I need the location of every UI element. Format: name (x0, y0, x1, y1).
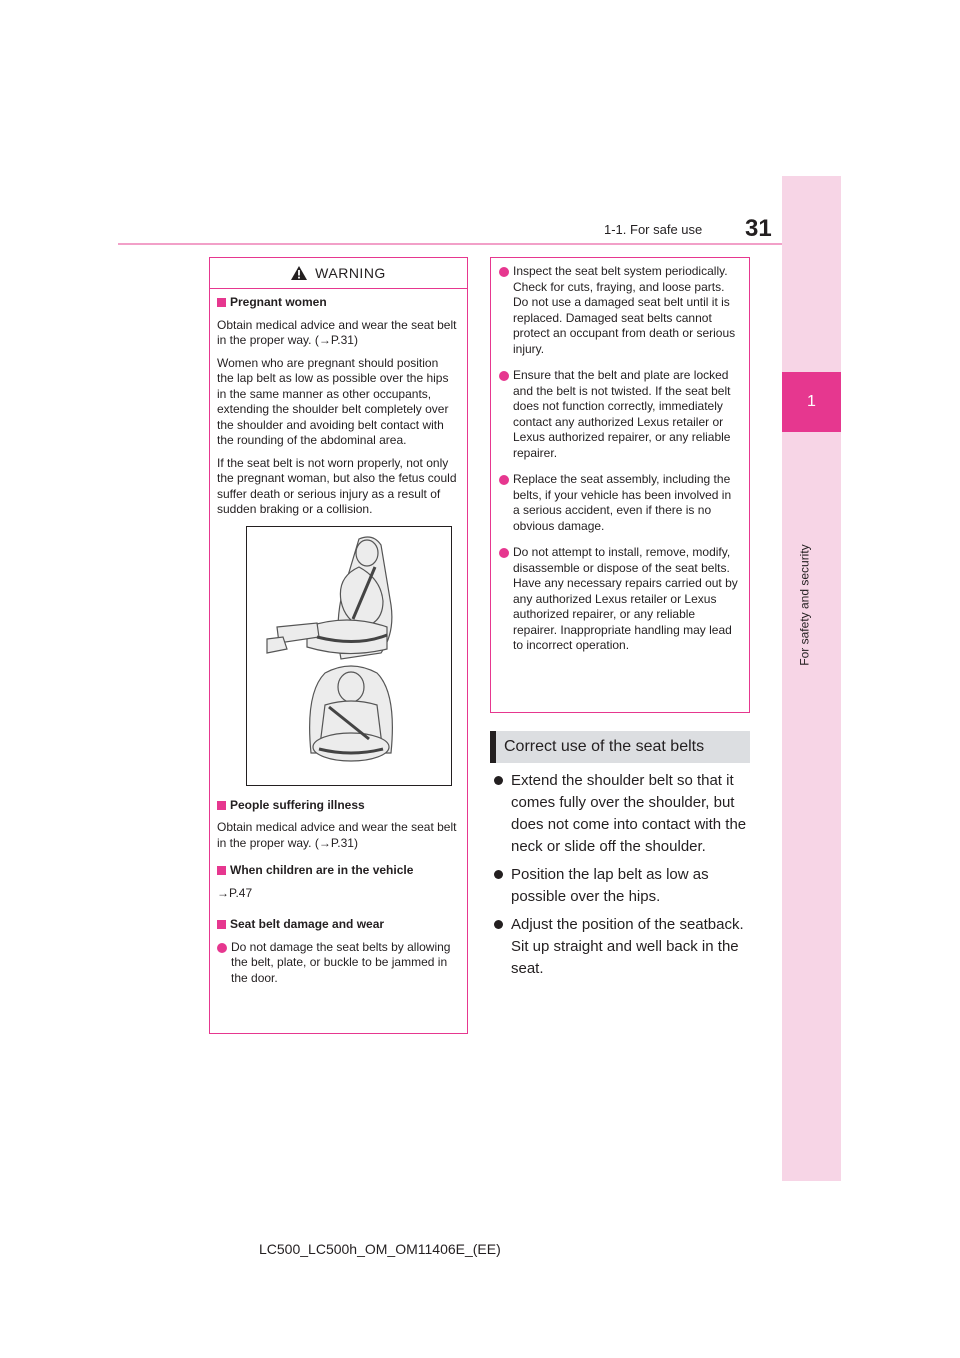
round-bullet-icon (494, 920, 503, 929)
chapter-label (795, 544, 815, 666)
round-bullet-icon (499, 371, 509, 381)
square-bullet-icon (217, 801, 226, 810)
round-bullet-icon (499, 267, 509, 277)
section-title: 1-1. For safe use (604, 222, 703, 237)
section-heading: Correct use of the seat belts (490, 731, 750, 763)
round-bullet-icon (499, 548, 509, 558)
correct-use-list (494, 770, 749, 986)
list-item (499, 368, 739, 461)
warning-body (210, 289, 467, 986)
damage-heading (217, 917, 457, 933)
pregnant-paragraph-1: Obtain medical advice and wear the seat belt in the proper way. (→P.31) (217, 317, 457, 347)
warning-header (210, 258, 467, 289)
list-item (499, 264, 739, 357)
page-number: 31 (745, 215, 772, 242)
warning-title: WARNING (315, 265, 386, 281)
square-bullet-icon (217, 298, 226, 307)
round-bullet-icon (494, 776, 503, 785)
warning-continued-box (490, 257, 750, 713)
header-rule (118, 243, 782, 245)
bullet-text: Adjust the position of the seatback. Sit up straight and well back in the seat. (511, 916, 744, 977)
bullet-text: Extend the shoulder belt so that it comes fully over the shoulder, but does not come into contact with the neck or slide off the shoulder. (511, 772, 747, 855)
pregnant-seatbelt-illustration (246, 526, 452, 786)
round-bullet-icon (217, 943, 227, 953)
chapter-title: For safety and security (798, 544, 813, 666)
seatbelt-illustration-icon (247, 527, 451, 785)
square-bullet-icon (217, 866, 226, 875)
warning-box (209, 257, 468, 1034)
list-item (499, 545, 739, 654)
warning-item-text: Replace the seat assembly, including the belts, if your vehicle has been involved in a serious accident, even if there is no obvious damage. (513, 472, 732, 533)
side-tab (782, 176, 841, 1181)
chapter-number-box (782, 372, 841, 432)
pregnant-heading-text: Pregnant women (230, 295, 327, 309)
pregnant-paragraph-2: Women who are pregnant should position the lap belt as low as possible over the hips in the same manner as other occupants, extending the shoulder belt completely over the shoulder and avoiding belt contact with the rounding of the abdominal area. (217, 355, 449, 447)
children-link[interactable]: →P.47 (217, 885, 253, 900)
warning-item-text: Ensure that the belt and plate are locked and the belt is not twisted. If the seat belt does not function correctly, immediately contact any authorized Lexus retailer or Lexus authorized repairer, or any reliable repairer. (513, 368, 731, 460)
warning-item-text: Inspect the seat belt system periodically. Check for cuts, fraying, and loose parts. Do not use a damaged seat belt until it is replaced. Damaged seat belts cannot protect an occupant from death or serious injury. (513, 264, 736, 356)
list-item (494, 864, 749, 908)
damage-heading-text: Seat belt damage and wear (230, 917, 385, 931)
warning-icon (291, 266, 307, 280)
square-bullet-icon (217, 920, 226, 929)
round-bullet-icon (499, 475, 509, 485)
illness-text: Obtain medical advice and wear the seat belt in the proper way. (→P.31) (217, 820, 457, 850)
list-item (494, 914, 749, 980)
illness-heading-text: People suffering illness (230, 797, 365, 812)
list-item (494, 770, 749, 858)
list-item (217, 940, 457, 987)
pregnant-heading (217, 295, 457, 311)
round-bullet-icon (494, 870, 503, 879)
list-item (499, 472, 739, 534)
warning-item-text: Do not attempt to install, remove, modify, disassemble or dispose of the seat belts. Have any necessary repairs carried out by any authorized Lexus retailer or Lexus authorized repairer, or any reliable repairer. Inappropriate handling may lead to incorrect operation. (513, 545, 738, 652)
pregnant-paragraph-3: If the seat belt is not worn properly, not only the pregnant woman, but also the fetus could suffer death or serious injury as a result of sudden braking or a collision. (217, 455, 457, 516)
children-heading-text: When children are in the vehicle (230, 863, 414, 877)
damage-item-text: Do not damage the seat belts by allowing the belt, plate, or buckle to be jammed in the door. (231, 939, 451, 985)
bullet-text: Position the lap belt as low as possible over the hips. (511, 866, 709, 905)
footer-code: LC500_LC500h_OM_OM11406E_(EE) (259, 1241, 501, 1257)
children-heading (217, 863, 457, 879)
chapter-number: 1 (807, 393, 816, 410)
illness-heading (217, 798, 457, 814)
